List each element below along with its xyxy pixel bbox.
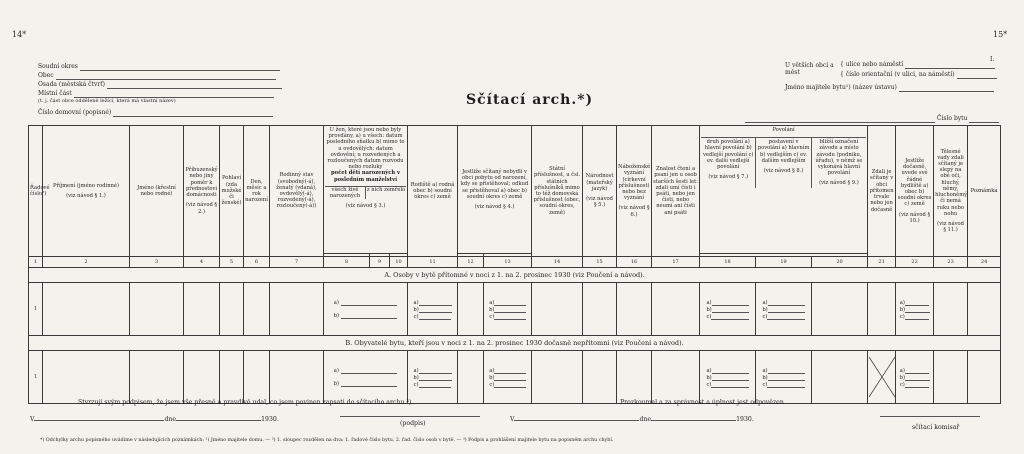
field-osada[interactable]: Osada (městská čtvrť) xyxy=(38,80,282,89)
field-ulice[interactable]: { ulice nebo náměstí xyxy=(840,60,995,69)
sub-z-nich-zemrelo: z nich zemřelo xyxy=(366,186,406,193)
header-col-11: Rodiště a) rodná obec b) soudní okres c) země xyxy=(408,126,458,257)
field-mistni-cast-note: (t. j. část obce oddělené ležící, která má vlastní název) xyxy=(38,98,176,104)
header-col-3: Jméno (křestní nebo rodné) xyxy=(130,126,184,257)
roman-numeral: I. xyxy=(990,56,995,63)
census-table xyxy=(28,125,1001,404)
header-col-4: Příbuzenský nebo jiný poměr k přednostovi domácnosti (viz návod § 2.) xyxy=(184,126,220,257)
page-number-left: 14* xyxy=(12,30,27,39)
header-col-7: Rodinný stav (svobodný(-á), ženatý (vdaná), ovdovělý(-á), rozvedený(-á), rozloučený(-á)) xyxy=(270,126,324,257)
footer-place-left[interactable]: V dne 1930. xyxy=(30,416,279,423)
header-col-22: Jestliže dočasně, uvede své řádné bydliště a) obec b) soudní okres c) země (viz návod § 10.) xyxy=(896,126,934,257)
column-number-row: 1 2 3 4 5 6 7 8 9 10 11 12 13 14 15 16 17 18 19 20 21 22 23 24 xyxy=(29,257,1001,268)
header-col-20: bližší označení závodu a místo závodu (podniku, úřadu), v němž se vykonává hlavní povolání (viz návod § 9.) xyxy=(815,139,863,187)
footer-check-statement: Prozkoumal a za správnost a úplnost jest odpovězen xyxy=(620,399,784,406)
header-col-1: Řadové číslo²) xyxy=(29,126,43,257)
field-mistni-cast[interactable]: Místní část xyxy=(38,89,274,98)
crossed-cell xyxy=(868,351,896,404)
cross-icon xyxy=(869,357,895,397)
section-a-label: A. Osoby v bytě přítomné v noci z 1. na 2. prosinec 1930 (viz Poučení a návod). xyxy=(29,268,1001,283)
field-obec[interactable]: Obec xyxy=(38,71,276,80)
footer-sign-statement: Stvrzuji svým podpisem, že jsem vše přesně a pravdivě udal, co jsem povinen zapsati do sčítacího archu.³) xyxy=(78,399,412,406)
section-b-label: B. Obyvatelé bytu, kteří jsou v noci z 1. na 2. prosinec 1930 dočasně nepřítomni (viz Poučení a návod). xyxy=(29,336,1001,351)
sub-vsech-zive: všech živě narozených xyxy=(325,187,366,199)
field-cislo-domovni[interactable]: Číslo domovní (popisné) xyxy=(38,108,273,117)
right-prefix: U větších obcí a měst xyxy=(785,62,834,76)
footnote: *) Odchylky archu popisného uvádíme v následujících poznámkách: ¹) Jméno majitele domu. — ²) 1. sloupec rozdělen na dva: 1. řadové číslo bytu, 2. řad. číslo osob v bytě. — ³) Podpis a prohlášení majitele bytu na popisném archu chybí. xyxy=(40,438,614,443)
header-col-18: druh povolání a) hlavní povolání b) vedlejší povolání c) ev. další vedlejší povolání (viz návod § 7.) xyxy=(701,138,756,187)
komisar-signature-line[interactable] xyxy=(880,416,980,417)
table-row[interactable]: 1 a) b) a) b) c) a) b) c) a) b) c) a) b) c) a) b) c) xyxy=(29,283,1001,336)
footer-place-right[interactable]: V dne 1930. xyxy=(510,416,754,423)
header-col-5: Pohlaví (zda mužské či ženské) xyxy=(220,126,244,257)
header-col-12-13: Jestliže sčítaný nebydlí v obci pobytu od narození, kdy se přistěhoval; odkud se přistěhoval a) obec b) soudní okres c) země (viz návod § 4.) xyxy=(458,126,532,254)
field-majitel[interactable]: Jméno majitele bytu¹) (název ústavu) xyxy=(785,83,994,92)
header-col-17: Znalost čtení a psaní jen u osob starších šesti let: zdali umí čísti i psáti, nebo jen čísti, nebo neumí ani čísti ani psáti xyxy=(652,126,700,257)
field-cislo-orientacni[interactable]: { číslo orientační (v ulici, na náměstí) xyxy=(840,70,997,79)
header-col-23: Tělesné vady zdali sčítaný je slepý na obě oči, hluchý, němý, hluchoněmý, či nemá ruku nebo nohu (viz návod § 11.) xyxy=(934,126,968,257)
footer-podpis: (podpis) xyxy=(400,420,426,427)
header-povolani: Povolání druh povolání a) hlavní povolání b) vedlejší povolání c) ev. další vedlejší povolání (viz návod § 7.) postavení v povolání a) hlavním b) vedlejším c) ev. dalším vedlejším (viz návod § 8.) bližší označení závodu a místo závodu (podniku, úřadu), v němž se vykonává hlavní povolání (viz návod § 9.) xyxy=(700,126,868,254)
header-col-8-10: U žen, které jsou nebo byly provdány, a) u všech: datum posledního sňatku b) mimo to u ovdovělých: datum ovdovění; u rozvedených a rozloučených datum rozvodu nebo rozluky počet dětí narozených v posledním manželství všech živě narozených z nich zemřelo (viz návod § 3.) xyxy=(324,126,408,254)
header-col-16: Náboženské vyznání (církevní příslušnost) nebo bez vyznání (viz návod § 6.) xyxy=(617,126,652,257)
form-title: Sčítací arch.*) xyxy=(466,92,594,108)
field-soudni-okres[interactable]: Soudní okres xyxy=(38,62,280,71)
table-row[interactable]: 1 a) b) a) b) c) a) b) c) a) b) c) a) b) c) a) b) c) xyxy=(29,351,1001,404)
footer-komisar: sčítací komisař xyxy=(912,424,960,431)
header-col-15: Národnost (mateřský jazyk) (viz návod § 5.) xyxy=(583,126,617,257)
header-col-6: Den, měsíc a rok narození xyxy=(244,126,270,257)
header-col-19: postavení v povolání a) hlavním b) vedlejším c) ev. dalším vedlejším (viz návod § 8.) xyxy=(756,138,811,187)
header-col-21: Zdali je sčítaný v obci přítomen trvale nebo jen dočasně xyxy=(868,126,896,257)
page-number-right: 15* xyxy=(993,30,1008,39)
header-col-24: Poznámka xyxy=(968,126,1001,257)
signature-line[interactable] xyxy=(340,416,480,417)
header-col-14: Státní příslušnost, u čsl. státních příslušníků mimo to též domovská příslušnost (obec, soudní okres, země) xyxy=(532,126,583,257)
header-col-2: Příjmení (jméno rodinné) (viz návod § 1.) xyxy=(43,126,130,257)
field-cislo-bytu[interactable]: Číslo bytu xyxy=(745,114,999,123)
